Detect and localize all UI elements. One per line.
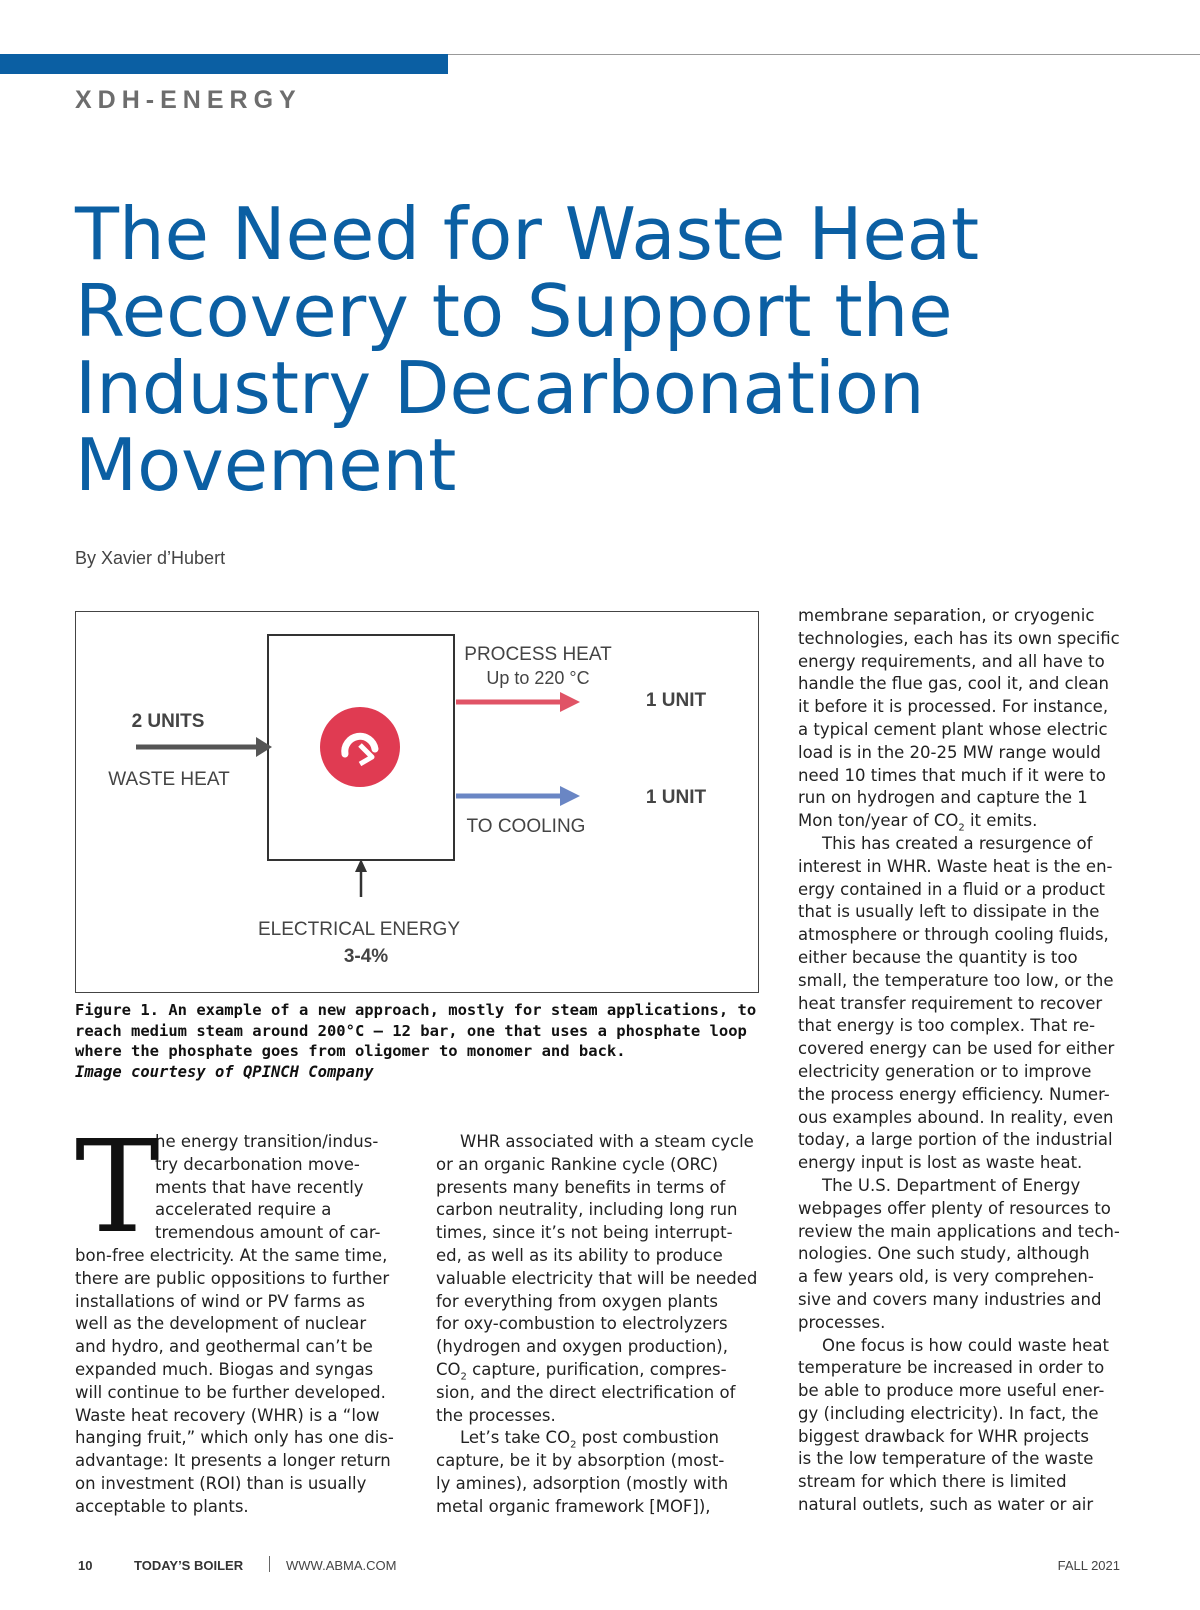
text-line: metal organic framework [MOF]), xyxy=(436,1496,711,1516)
caption-line: Figure 1. An example of a new approach, mostly for steam applications, to xyxy=(75,1001,757,1019)
text-line: natural outlets, such as water or air xyxy=(798,1495,1094,1515)
text-line: accelerated require a xyxy=(155,1200,332,1220)
text-line: interest in WHR. Waste heat is the en- xyxy=(798,856,1113,876)
subscript-2: 2 xyxy=(570,1439,577,1451)
text-fragment: it emits. xyxy=(964,811,1038,831)
heat-flow-diagram xyxy=(76,612,760,994)
title-line: Industry Decarbonation xyxy=(75,346,925,430)
text-line: for everything from oxygen plants xyxy=(436,1291,719,1311)
output-top-units: 1 UNIT xyxy=(645,690,707,711)
electrical-value: 3-4% xyxy=(343,946,389,967)
text-line: ous examples abound. In reality, even xyxy=(798,1107,1114,1127)
magazine-name: TODAY’S BOILER xyxy=(134,1558,244,1573)
co2-text: CO xyxy=(436,1359,461,1379)
text-line: (hydrogen and oxygen production), xyxy=(436,1337,728,1357)
text-line: is the low temperature of the waste xyxy=(798,1449,1094,1469)
text-line: well as the development of nuclear xyxy=(75,1314,367,1334)
text-line xyxy=(798,810,1128,833)
text-line: ly amines), adsorption (mostly with xyxy=(436,1473,729,1493)
text-line: webpages offer plenty of resources to xyxy=(798,1198,1111,1218)
text-fragment: capture, purification, compres- xyxy=(466,1359,727,1379)
text-line: valuable electricity that will be needed xyxy=(436,1268,758,1288)
text-fragment: Let’s take CO xyxy=(460,1428,571,1448)
drop-cap: T xyxy=(75,1113,160,1261)
figure-caption xyxy=(75,1000,765,1082)
process-heat-arrowhead xyxy=(560,692,580,712)
text-line: acceptable to plants. xyxy=(75,1496,249,1516)
text-line: that is usually left to dissipate in the xyxy=(798,902,1100,922)
cooling-arrowhead xyxy=(560,786,580,806)
article-column-2 xyxy=(436,1131,766,1519)
text-line: review the main applications and tech- xyxy=(798,1221,1120,1241)
text-line: ments that have recently xyxy=(155,1177,364,1197)
output-bottom-units: 1 UNIT xyxy=(645,787,707,808)
text-line: energy input is lost as waste heat. xyxy=(798,1153,1083,1173)
text-line: or an organic Rankine cycle (ORC) xyxy=(436,1154,719,1174)
text-line: need 10 times that much if it were to xyxy=(798,765,1106,785)
issue-date: FALL 2021 xyxy=(1057,1558,1120,1573)
website-link[interactable]: WWW.ABMA.COM xyxy=(286,1558,397,1573)
caption-line: where the phosphate goes from oligomer to monomer and back. xyxy=(75,1042,626,1060)
text-line: membrane separation, or cryogenic xyxy=(798,606,1095,625)
text-line: installations of wind or PV farms as xyxy=(75,1291,365,1311)
process-temp-label: Up to 220 °C xyxy=(486,668,590,688)
text-line xyxy=(436,1359,766,1382)
text-line: a few years old, is very comprehen- xyxy=(798,1267,1094,1287)
title-line: The Need for Waste Heat xyxy=(75,192,980,276)
page-number: 10 xyxy=(78,1558,93,1573)
waste-heat-arrowhead xyxy=(256,737,272,757)
article-column-3 xyxy=(798,605,1128,1517)
subscript-2: 2 xyxy=(460,1371,467,1383)
waste-heat-label: WASTE HEAT xyxy=(108,769,230,790)
text-line: the processes. xyxy=(436,1405,556,1425)
text-line: today, a large portion of the industrial xyxy=(798,1130,1113,1150)
text-line: he energy transition/indus- xyxy=(155,1132,379,1151)
text-line: tremendous amount of car- xyxy=(155,1223,381,1243)
text-line: processes. xyxy=(798,1312,886,1332)
text-line: capture, be it by absorption (most- xyxy=(436,1451,725,1471)
text-line: there are public oppositions to further xyxy=(75,1268,390,1288)
process-heat-label: PROCESS HEAT xyxy=(464,644,612,665)
article-title xyxy=(75,192,1155,507)
input-units: 2 UNITS xyxy=(131,711,205,732)
text-line: times, since it’s not being interrupt- xyxy=(436,1223,733,1243)
text-line: sion, and the direct electrification of xyxy=(436,1382,736,1402)
article-column-1 xyxy=(75,1113,405,1519)
header-accent-bar xyxy=(0,54,448,74)
text-line: bon-free electricity. At the same time, xyxy=(75,1245,388,1265)
text-line: expanded much. Biogas and syngas xyxy=(75,1359,374,1379)
text-line: carbon neutrality, including long run xyxy=(436,1200,738,1220)
text-line: WHR associated with a steam cycle xyxy=(460,1132,754,1151)
text-line: that energy is too complex. That re- xyxy=(798,1016,1096,1036)
text-fragment: post combustion xyxy=(576,1428,719,1448)
title-line: Recovery to Support the xyxy=(75,269,953,353)
footer-divider xyxy=(269,1556,270,1572)
text-line: and hydro, and geothermal can’t be xyxy=(75,1337,373,1357)
text-line: biggest drawback for WHR projects xyxy=(798,1426,1090,1446)
text-line: small, the temperature too low, or the xyxy=(798,970,1114,990)
text-line: The U.S. Department of Energy xyxy=(822,1175,1081,1195)
text-line: This has created a resurgence of xyxy=(822,833,1093,853)
text-line: on investment (ROI) than is usually xyxy=(75,1473,367,1493)
text-line: energy requirements, and all have to xyxy=(798,651,1105,671)
text-line: Waste heat recovery (WHR) is a “low xyxy=(75,1405,380,1425)
electrical-label: ELECTRICAL ENERGY xyxy=(257,919,461,940)
text-line: hanging fruit,” which only has one dis- xyxy=(75,1428,394,1448)
header-rule xyxy=(448,54,1200,55)
text-line: atmosphere or through cooling fluids, xyxy=(798,925,1109,945)
text-line: run on hydrogen and capture the 1 xyxy=(798,788,1088,808)
text-line: for oxy-combustion to electrolyzers xyxy=(436,1314,728,1334)
caption-line: reach medium steam around 200°C – 12 bar, one that uses a phosphate loop xyxy=(75,1021,747,1040)
text-line: technologies, each has its own specific xyxy=(798,628,1120,648)
image-credit: Image courtesy of QPINCH Company xyxy=(75,1062,374,1081)
text-line: be able to produce more useful ener- xyxy=(798,1381,1105,1401)
text-line: will continue to be further developed. xyxy=(75,1382,386,1402)
text-line: ed, as well as its ability to produce xyxy=(436,1245,723,1265)
text-line: the process energy efficiency. Numer- xyxy=(798,1084,1110,1104)
text-line: sive and covers many industries and xyxy=(798,1289,1102,1309)
text-line: gy (including electricity). In fact, the xyxy=(798,1403,1099,1423)
text-line: covered energy can be used for either xyxy=(798,1039,1115,1059)
figure-diagram xyxy=(75,611,759,993)
text-line: nologies. One such study, although xyxy=(798,1244,1090,1264)
text-line: heat transfer requirement to recover xyxy=(798,993,1103,1013)
cooling-label: TO COOLING xyxy=(466,816,586,837)
text-line xyxy=(436,1427,766,1450)
text-line: try decarbonation move- xyxy=(155,1154,360,1174)
title-line: Movement xyxy=(75,423,457,507)
byline: By Xavier d’Hubert xyxy=(75,548,226,568)
text-fragment: Mon ton/year of CO xyxy=(798,811,959,831)
page-footer xyxy=(78,1558,1120,1578)
text-line: handle the flue gas, cool it, and clean xyxy=(798,674,1110,694)
text-line: temperature be increased in order to xyxy=(798,1358,1105,1378)
text-line: either because the quantity is too xyxy=(798,947,1078,967)
text-line: a typical cement plant whose electric xyxy=(798,719,1108,739)
text-line: One focus is how could waste heat xyxy=(822,1335,1110,1355)
text-line: load is in the 20-25 MW range would xyxy=(798,742,1101,762)
text-line: advantage: It presents a longer return xyxy=(75,1451,391,1471)
subscript-2: 2 xyxy=(958,822,965,834)
text-line: ergy contained in a fluid or a product xyxy=(798,879,1105,899)
text-line: it before it is processed. For instance, xyxy=(798,697,1109,717)
text-line: stream for which there is limited xyxy=(798,1472,1067,1492)
text-line: electricity generation or to improve xyxy=(798,1061,1092,1081)
section-kicker: XDH-ENERGY xyxy=(75,86,302,114)
text-line: presents many benefits in terms of xyxy=(436,1177,726,1197)
